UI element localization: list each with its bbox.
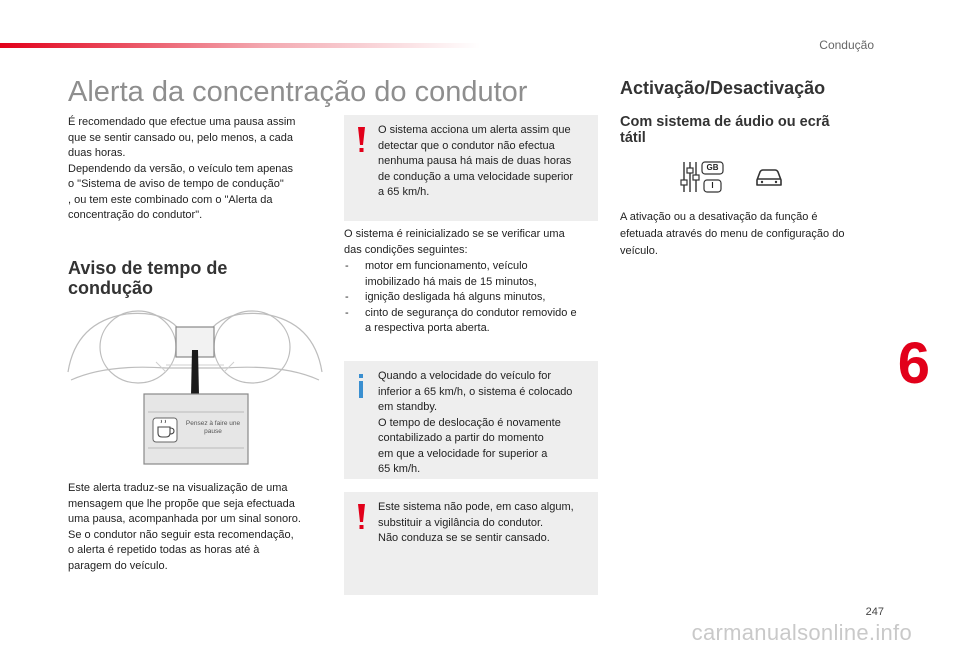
warning-box-2 bbox=[344, 492, 598, 595]
reset-conditions-list bbox=[345, 259, 600, 337]
section-name: Condução bbox=[819, 38, 874, 52]
chapter-number: 6 bbox=[897, 331, 930, 396]
exclamation-icon bbox=[354, 502, 368, 532]
info-box-text: Quando a velocidade do veículo for inferior a 65 km/h, o sistema é colocado em standby. O tempo de deslocação é novamente contabilizado a partir do momento em que a velocidade for superior a 65 km/h. bbox=[378, 370, 573, 475]
activation-text: A ativação ou a desativação da função é efetuada através do menu de configuração do veículo. bbox=[620, 211, 845, 257]
language-badge-i: I bbox=[711, 181, 714, 190]
driving-time-heading: Aviso de tempo de condução bbox=[68, 258, 228, 298]
reset-intro: O sistema é reinicializado se se verificar uma das condições seguintes: bbox=[344, 228, 565, 256]
language-badge-gb: GB bbox=[706, 163, 719, 172]
driving-time-description: Este alerta traduz-se na visualização de uma mensagem que lhe propõe que seja efectuada uma pausa, acompanhada por um sinal sonoro. Se o condutor não seguir esta recomendação, o alerta é repetido todas as horas até à paragem do veículo. bbox=[68, 482, 301, 572]
exclamation-icon bbox=[354, 125, 368, 155]
warning-box-1-text: O sistema acciona um alerta assim que detectar que o condutor não efectua nenhuma pausa há mais de duas horas de condução a uma velocidade superior a 65 km/h. bbox=[378, 124, 574, 198]
settings-sliders-icon bbox=[680, 160, 726, 194]
info-icon bbox=[354, 371, 368, 401]
list-item: - cinto de segurança do condutor removido e a respectiva porta aberta. bbox=[345, 306, 577, 334]
activation-subheading: Com sistema de áudio ou ecrã tátil bbox=[620, 114, 830, 146]
intro-paragraph: É recomendado que efectue uma pausa assim que se sentir cansado ou, pelo menos, a cada duas horas. Dependendo da versão, o veículo tem apenas o "Sistema de aviso de tempo de condução" , ou tem este combinado com o "Alerta da concentração do condutor". bbox=[68, 116, 296, 221]
car-icon bbox=[754, 166, 784, 188]
page-number: 247 bbox=[865, 606, 884, 618]
activation-heading: Activação/Desactivação bbox=[620, 78, 826, 98]
dashboard-message: Pensez à faire une pause bbox=[185, 420, 241, 435]
list-item: - motor em funcionamento, veículo imobilizado há mais de 15 minutos, bbox=[345, 260, 537, 288]
header-accent-bar bbox=[0, 43, 480, 48]
dashboard-illustration bbox=[66, 302, 324, 467]
info-box bbox=[344, 361, 598, 479]
instrument-cluster-drawing bbox=[66, 302, 324, 467]
warning-box-1 bbox=[344, 115, 598, 221]
warning-box-2-text: Este sistema não pode, em caso algum, substituir a vigilância do condutor. Não conduza se se sentir cansado. bbox=[378, 501, 574, 544]
watermark: carmanualsonline.info bbox=[691, 620, 912, 645]
list-item: - ignição desligada há alguns minutos, bbox=[345, 291, 546, 303]
page-title: Alerta da concentração do condutor bbox=[68, 76, 528, 108]
